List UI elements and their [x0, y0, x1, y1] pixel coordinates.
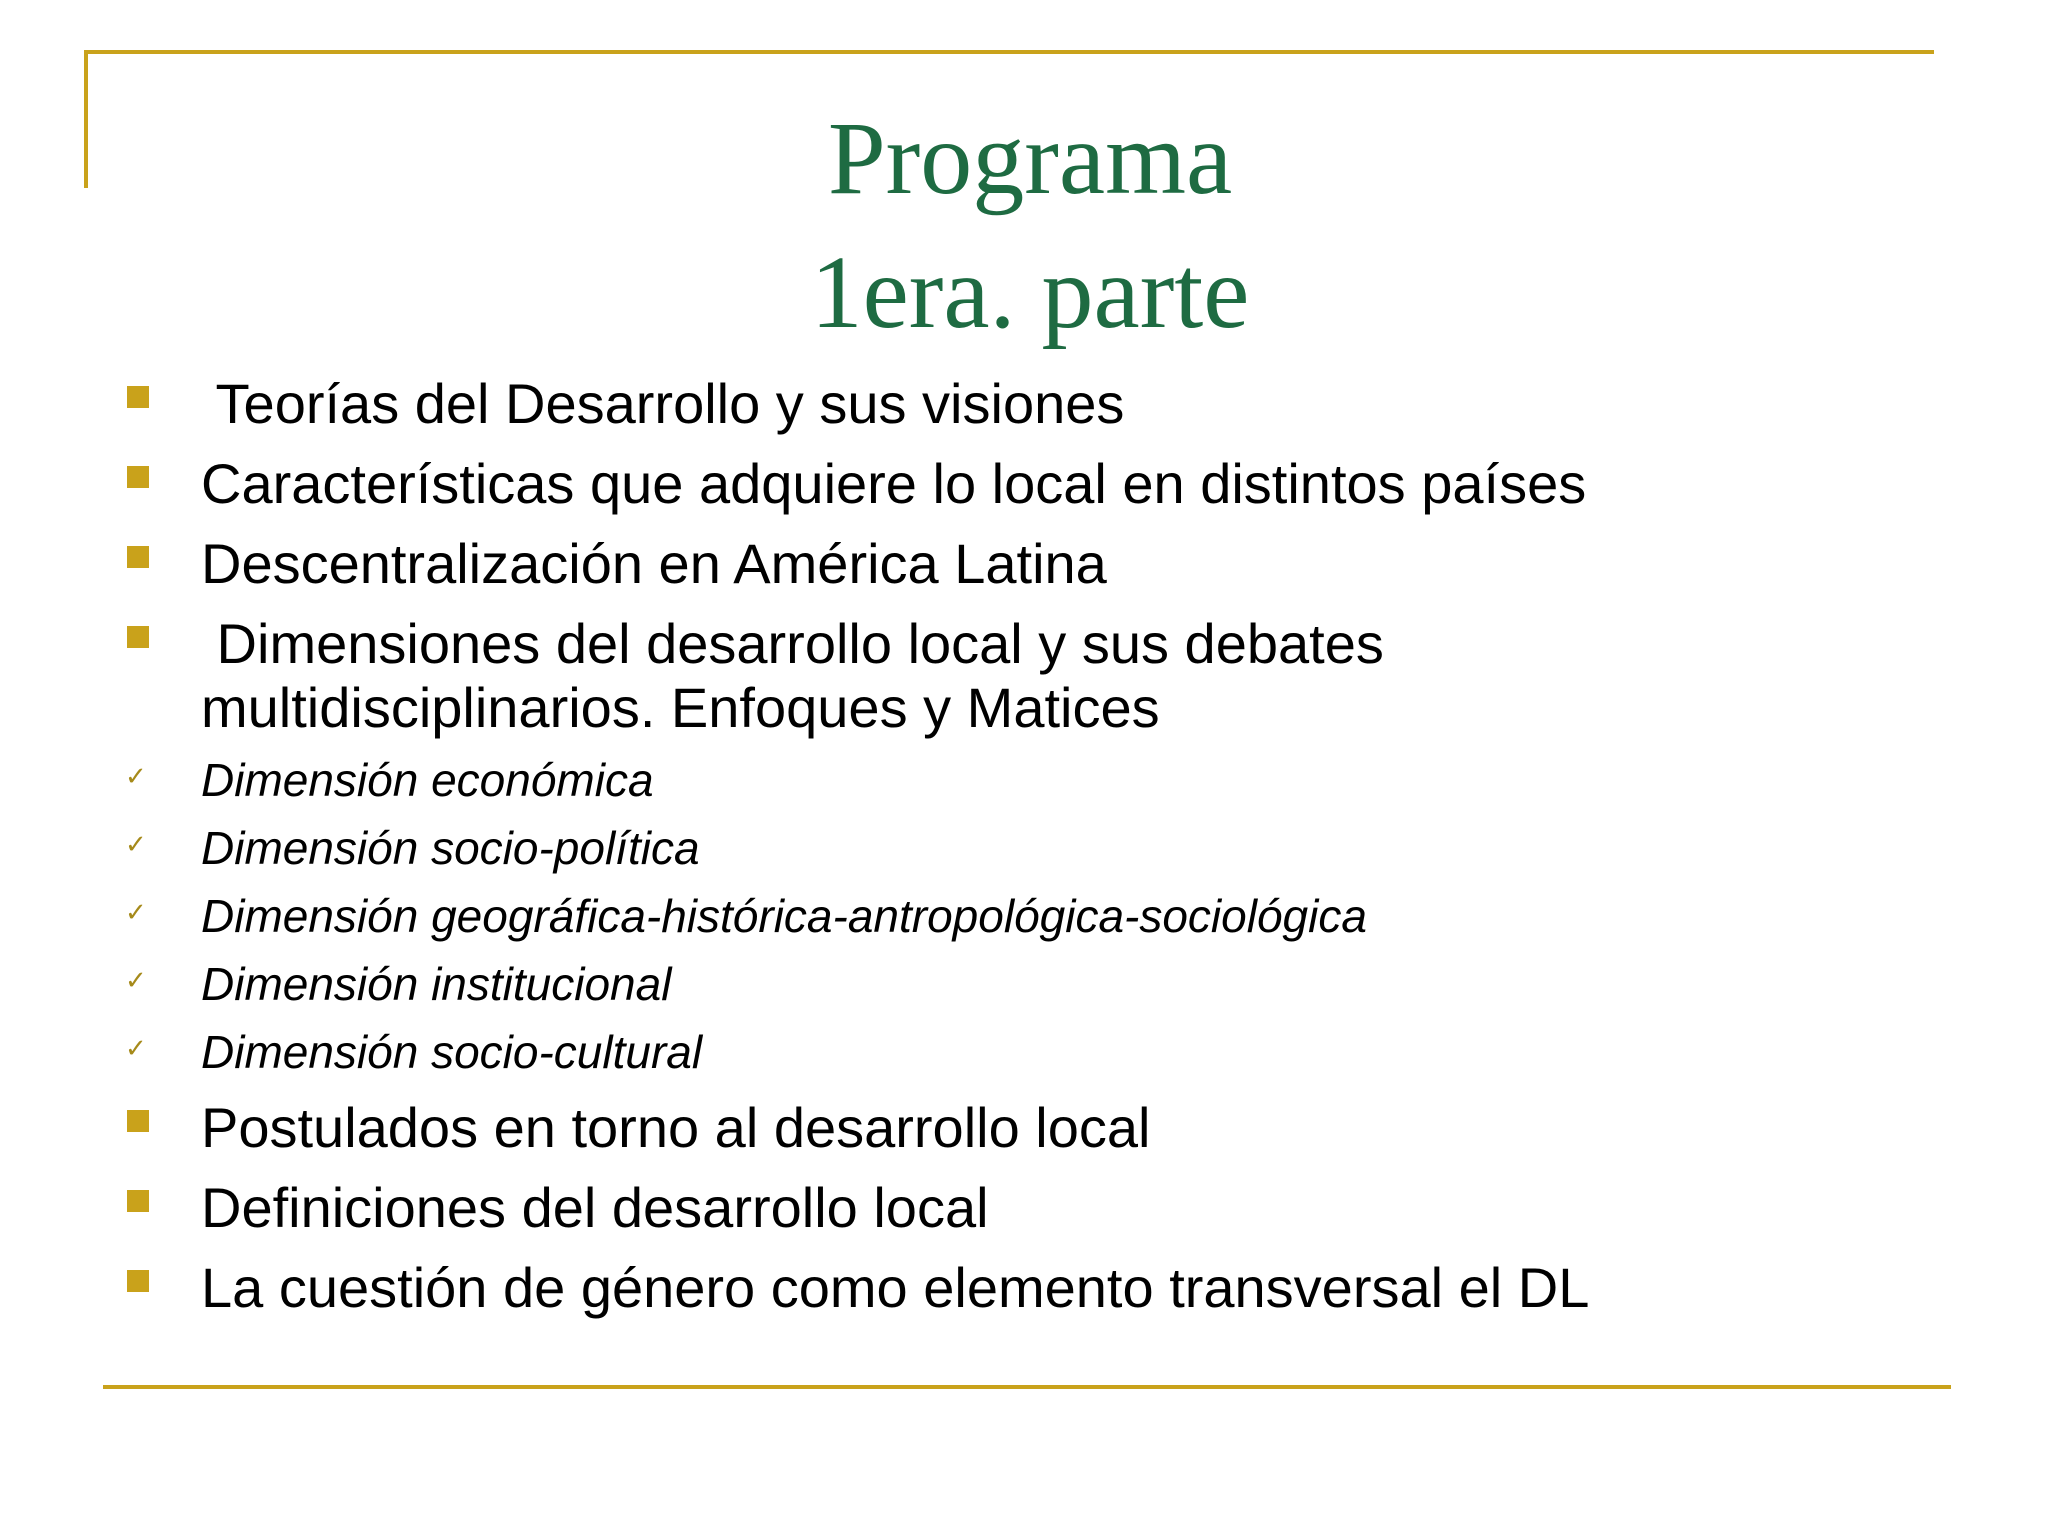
bullet-text: Dimensiones del desarrollo local y sus debates [201, 612, 1384, 675]
checkmark-icon: ✓ [125, 762, 147, 792]
bullet-text: Características que adquiere lo local en distintos países [201, 452, 1587, 515]
slide-title [0, 92, 2048, 360]
square-bullet-icon [127, 386, 149, 408]
checkmark-icon: ✓ [125, 1034, 147, 1064]
square-bullet-icon [127, 1110, 149, 1132]
bullet-text-continuation: multidisciplinarios. Enfoques y Matices [201, 676, 1160, 739]
frame-bottom-line [103, 1385, 1951, 1389]
checkmark-icon: ✓ [125, 830, 147, 860]
sub-bullet-text: Dimensión socio-cultural [201, 1026, 703, 1078]
checkmark-icon: ✓ [125, 966, 147, 996]
square-bullet-icon [127, 546, 149, 568]
slide-title-line-2: 1era. parte [810, 235, 1250, 350]
bullet-text: Teorías del Desarrollo y sus visiones [201, 372, 1125, 435]
sub-bullet-text: Dimensión socio-política [201, 822, 700, 874]
square-bullet-icon [127, 1190, 149, 1212]
square-bullet-icon [127, 466, 149, 488]
checkmark-icon: ✓ [125, 898, 147, 928]
square-bullet-icon [127, 626, 149, 648]
square-bullet-icon [127, 1270, 149, 1292]
slide-title-line-1: Programa [827, 101, 1233, 216]
bullet-text: Postulados en torno al desarrollo local [201, 1096, 1151, 1159]
sub-bullet-text: Dimensión institucional [201, 958, 672, 1010]
bullet-text: Descentralización en América Latina [201, 532, 1107, 595]
bullet-text: Definiciones del desarrollo local [201, 1176, 989, 1239]
frame-top-line [84, 50, 1934, 54]
sub-bullet-text: Dimensión económica [201, 754, 654, 806]
bullet-text: La cuestión de género como elemento transversal el DL [201, 1256, 1590, 1319]
sub-bullet-text: Dimensión geográfica-histórica-antropológica-sociológica [201, 890, 1367, 942]
